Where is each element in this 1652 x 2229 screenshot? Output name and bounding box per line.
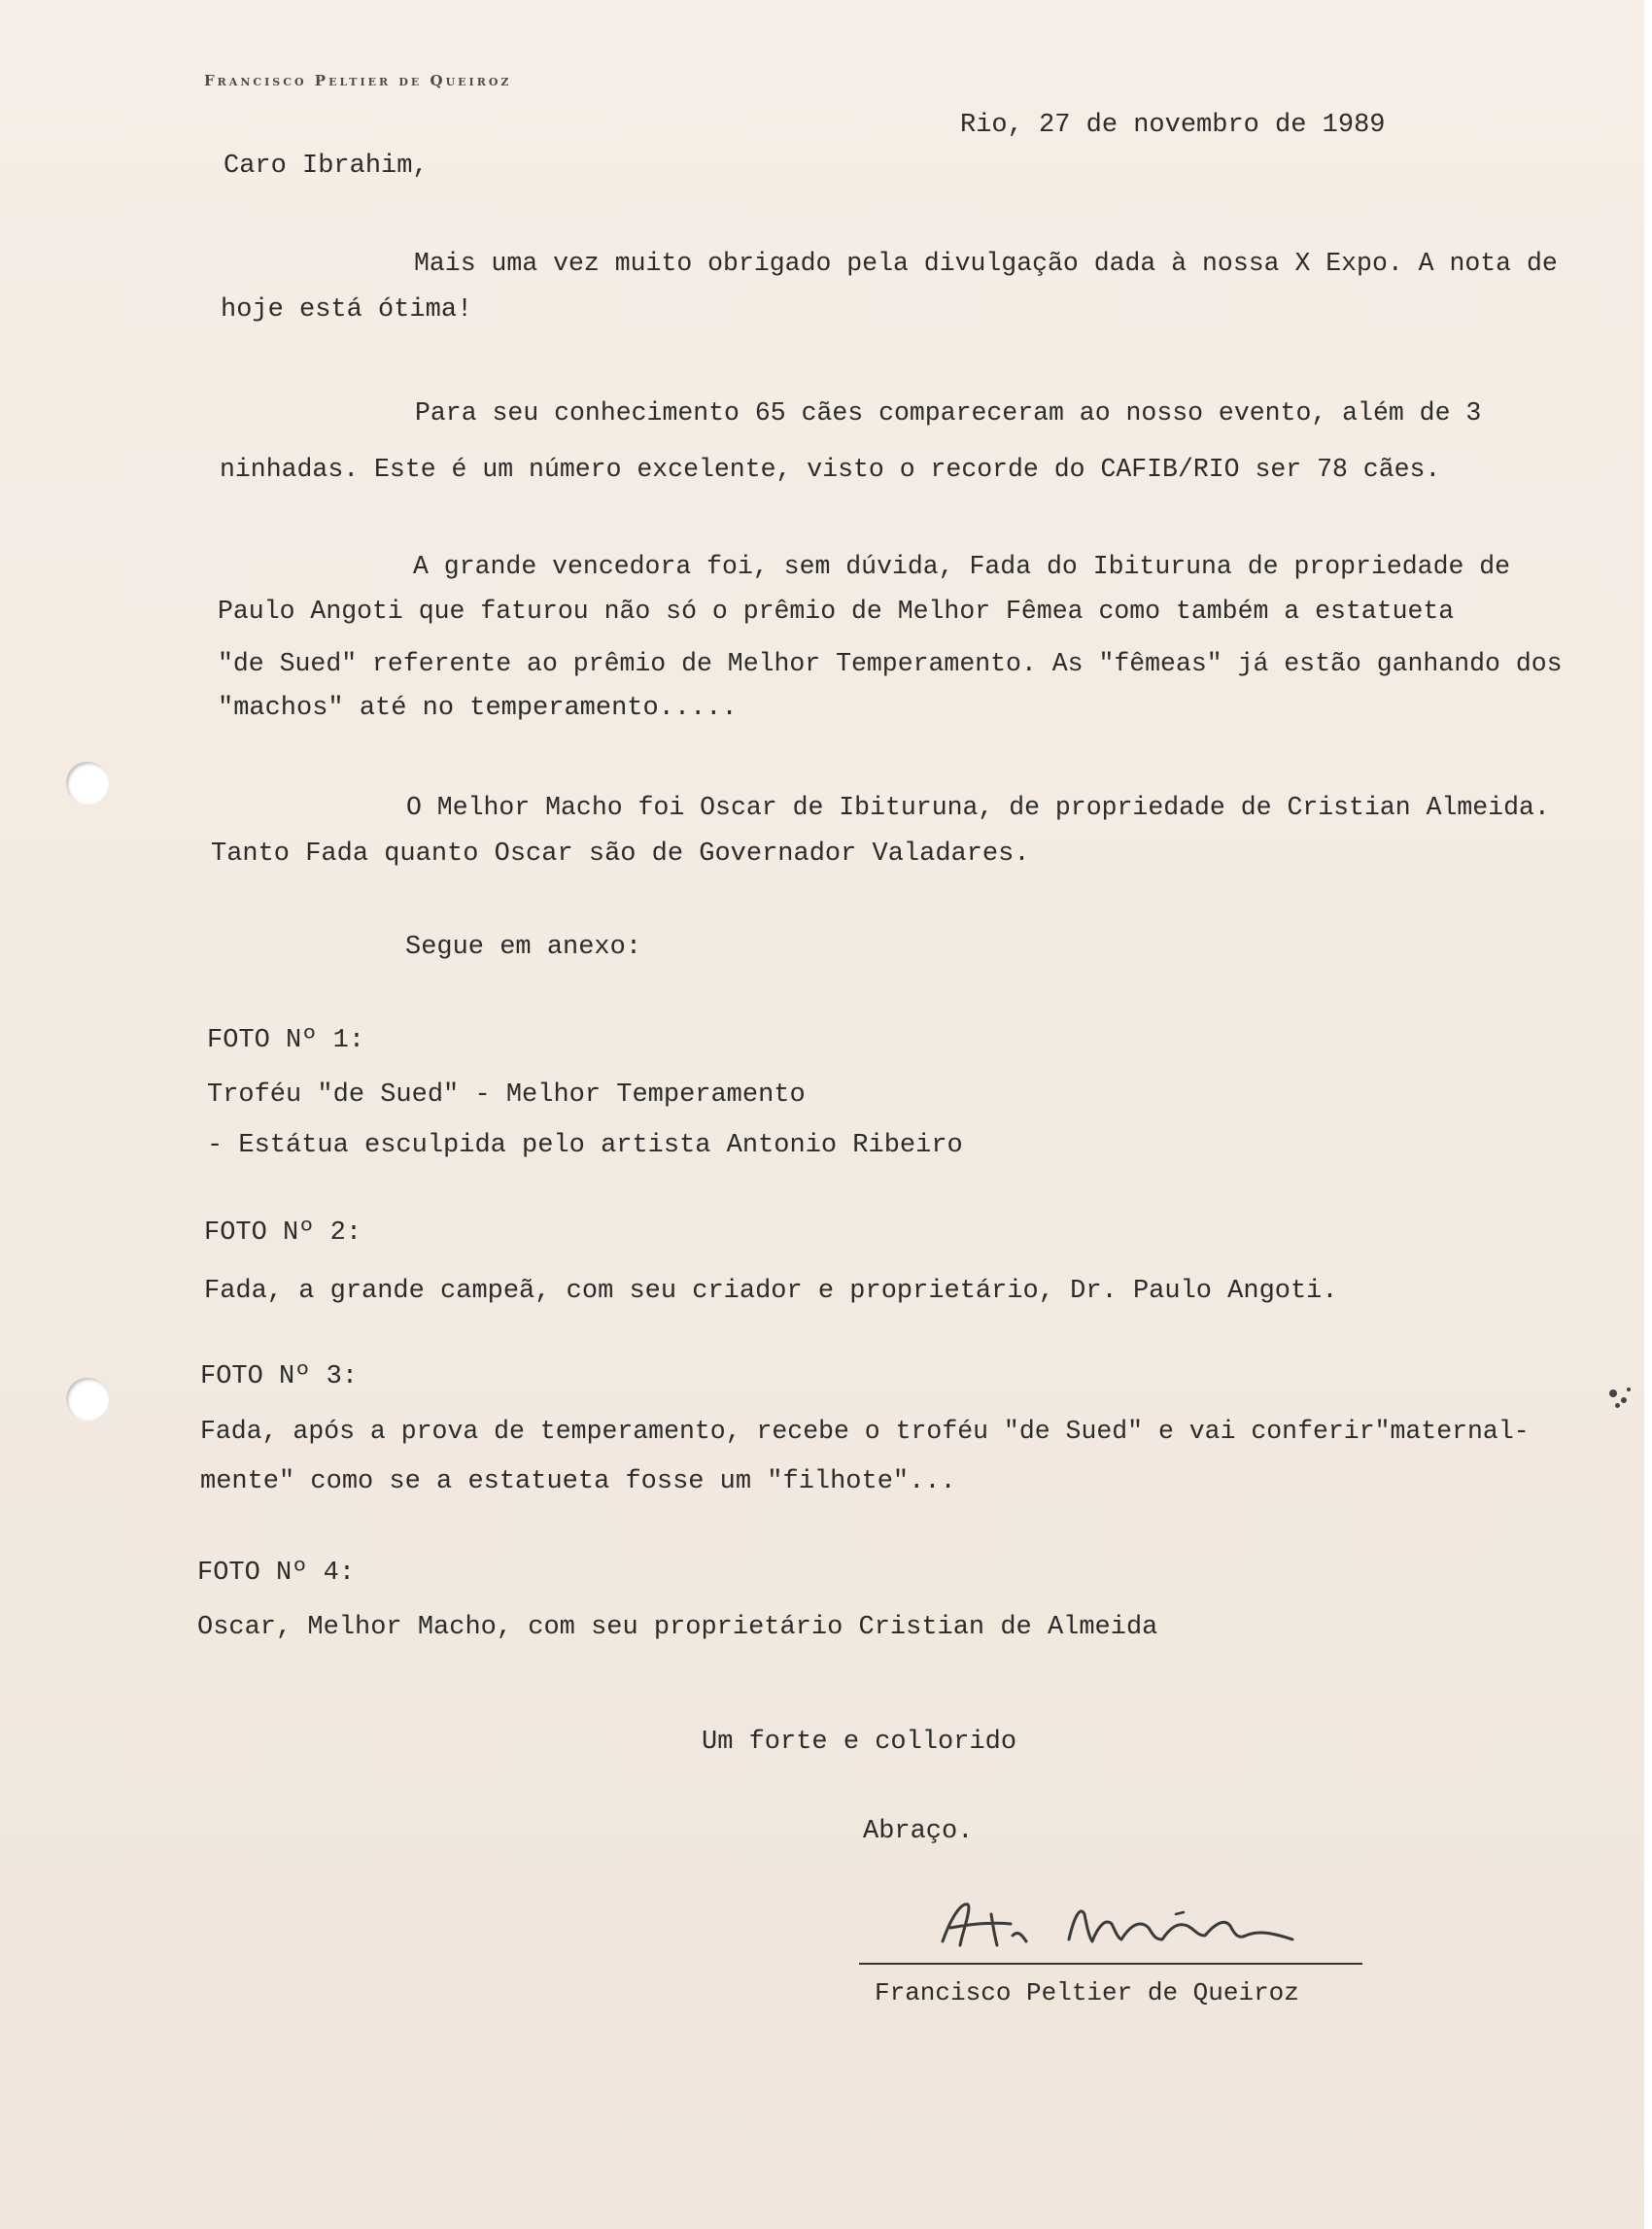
paragraph-4-line-1: O Melhor Macho foi Oscar de Ibituruna, de propriedade de Cristian Almeida. [406, 793, 1550, 822]
paragraph-4-line-2: Tanto Fada quanto Oscar são de Governador Valadares. [211, 840, 1030, 869]
photo-4-line-1: Oscar, Melhor Macho, com seu proprietário Cristian de Almeida [197, 1613, 1158, 1642]
closing-line-1: Um forte e collorido [702, 1728, 1017, 1757]
photo-2-line-1: Fada, a grande campeã, com seu criador e proprietário, Dr. Paulo Angoti. [204, 1277, 1338, 1306]
paragraph-3-line-4: "machos" até no temperamento..... [218, 694, 738, 723]
paragraph-3-line-2: Paulo Angoti que faturou não só o prêmio de Melhor Fêmea como também a estatueta [218, 597, 1455, 626]
paragraph-2-line-1: Para seu conhecimento 65 cães compareceram ao nosso evento, além de 3 [415, 398, 1482, 428]
photo-3-heading: FOTO Nº 3: [200, 1362, 359, 1391]
paragraph-3-line-1: A grande vencedora foi, sem dúvida, Fada do Ibituruna de propriedade de [413, 552, 1511, 581]
handwritten-signature [933, 1885, 1380, 1963]
photo-4-heading: FOTO Nº 4: [197, 1559, 356, 1588]
photo-1-heading: FOTO Nº 1: [207, 1026, 365, 1055]
attachments-intro: Segue em anexo: [405, 933, 642, 962]
scan-edge [1644, 0, 1652, 2229]
scan-speck [1615, 1403, 1620, 1408]
scan-speck [1627, 1388, 1631, 1391]
signature-name: Francisco Peltier de Queiroz [875, 1978, 1299, 2007]
paragraph-1-line-2: hoje está ótima! [221, 295, 473, 325]
signature-line [859, 1963, 1362, 1965]
photo-3-line-1: Fada, após a prova de temperamento, recebe o troféu "de Sued" e vai conferir"maternal- [200, 1417, 1530, 1446]
paragraph-1-line-1: Mais uma vez muito obrigado pela divulgação dada à nossa X Expo. A nota de [414, 249, 1558, 278]
paragraph-2-line-2: ninhadas. Este é um número excelente, visto o recorde do CAFIB/RIO ser 78 cães. [220, 455, 1441, 484]
closing-line-2: Abraço. [863, 1817, 974, 1846]
salutation: Caro Ibrahim, [224, 152, 429, 181]
photo-3-line-2: mente" como se a estatueta fosse um "filhote"... [200, 1467, 956, 1496]
scan-speck [1609, 1389, 1617, 1397]
scan-speck [1621, 1397, 1627, 1403]
punch-hole-top [66, 762, 109, 805]
paragraph-3-line-3: "de Sued" referente ao prêmio de Melhor Temperamento. As "fêmeas" já estão ganhando dos [218, 649, 1563, 678]
punch-hole-bottom [66, 1378, 109, 1421]
photo-1-line-2: - Estátua esculpida pelo artista Antonio Ribeiro [207, 1131, 963, 1160]
photo-2-heading: FOTO Nº 2: [204, 1218, 362, 1248]
letterhead: Francisco Peltier de Queiroz [204, 72, 512, 89]
photo-1-line-1: Troféu "de Sued" - Melhor Temperamento [207, 1080, 806, 1110]
letter-date: Rio, 27 de novembro de 1989 [960, 111, 1386, 140]
